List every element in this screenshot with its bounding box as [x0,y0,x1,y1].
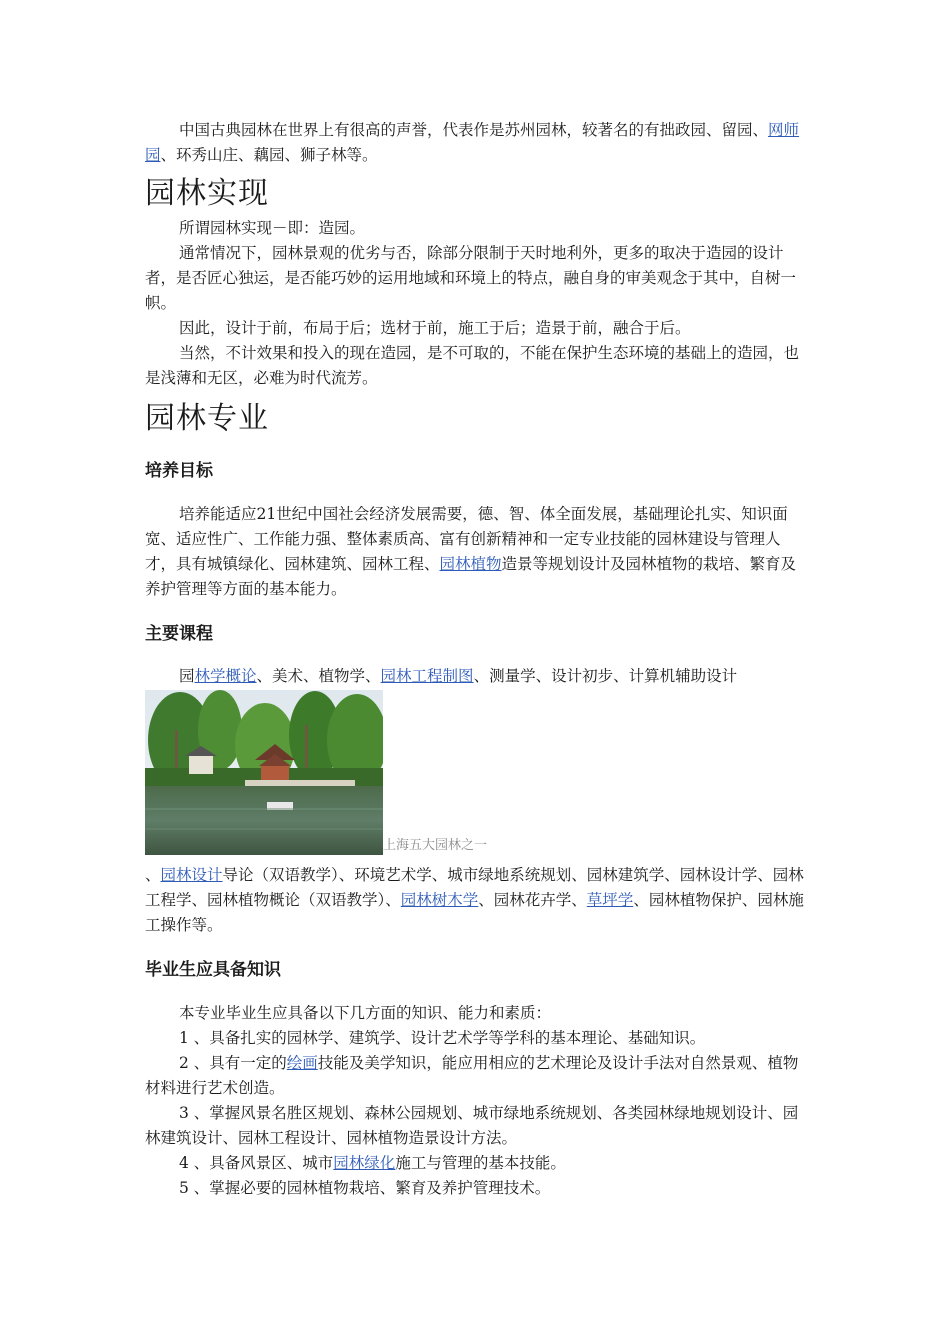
paragraph: 通常情况下，园林景观的优劣与否，除部分限制于天时地利外，更多的取决于造园的设计者，是否匠心独运，是否能巧妙的运用地域和环境上的特点，融自身的审美观念于其中，自树一帜。 [145,244,797,312]
courses-paragraph [145,664,809,689]
link-garden-design[interactable]: 园林设计 [160,866,223,884]
heading-main-courses: 主要课程 [145,624,213,644]
link-engineering-drawing[interactable]: 园林工程制图 [380,667,474,685]
intro-paragraph [145,118,809,168]
courses-text: 园 [179,667,195,685]
link-turf-science[interactable]: 草坪学 [586,891,634,909]
knowledge-text: 施工与管理的基本技能。 [395,1154,566,1172]
knowledge-item-3: 3 、掌握风景名胜区规划、森林公园规划、城市绿地系统规划、各类园林绿地规划设计、园林建筑设计、园林工程设计、园林植物造景设计方法。 [145,1104,799,1147]
goal-text-end: 造景等规划设计及园林植物的栽培、繁育及养护管理等方面的基本能力。 [145,555,797,598]
knowledge-intro: 本专业毕业生应具备以下几方面的知识、能力和素质： [179,1004,552,1022]
photo-caption: 上海五大园林之一 [383,838,488,853]
knowledge-text: 技能及美学知识，能应用相应的艺术理论及设计手法对自然景观、植物材料进行艺术创造。 [145,1054,799,1097]
paragraph: 当然，不计效果和投入的现在造园，是不可取的，不能在保护生态环境的基础上的造园，也是浅薄和无区，必难为时代流芳。 [145,344,800,387]
link-wangshiyuan[interactable]: 网师园 [145,121,800,164]
link-painting[interactable]: 绘画 [286,1054,318,1072]
knowledge-item-4 [145,1151,809,1176]
heading-training-goal: 培养目标 [145,461,213,481]
goal-text: 培养能适应21世纪中国社会经济发展需要，德、智、体全面发展，基础理论扎实、知识面宽、适应性广、工作能力强、整体素质高、富有创新精神和一定专业技能的园林建设与管理人才，具有城镇绿化、园林建筑、园林工程、 [145,505,788,573]
link-garden-greening[interactable]: 园林绿化 [333,1154,396,1172]
knowledge-text: 4 、具备风景区、城市 [179,1154,334,1172]
heading-garden-realization: 园林实现 [145,176,269,211]
figure [145,690,809,855]
garden-pavilion-photo[interactable] [145,690,383,855]
courses-text: 、园林植物保护、园林施工操作等。 [145,891,804,934]
heading-garden-major: 园林专业 [145,401,269,436]
link-garden-dendrology[interactable]: 园林树木学 [400,891,479,909]
document-body [145,118,809,1201]
courses-text: 导论（双语教学）、环境艺术学、城市绿地系统规划、园林建筑学、园林设计学、园林工程学、园林植物概论（双语教学）、 [145,866,804,909]
paragraph: 所谓园林实现－即：造园。 [179,219,366,237]
paragraph: 因此，设计于前，布局于后；选材于前，施工于后；造景于前，融合于后。 [179,319,691,337]
training-goal-paragraph [145,502,809,602]
knowledge-item-5: 5 、掌握必要的园林植物栽培、繁育及养护管理技术。 [179,1179,551,1197]
courses-text: 、美术、植物学、 [256,667,381,685]
link-forestry-intro[interactable]: 林学概论 [194,667,257,685]
intro-text: 中国古典园林在世界上有很高的声誉，代表作是苏州园林，较著名的有拙政园、留园、 [179,121,769,139]
knowledge-text: 2 、具有一定的 [179,1054,287,1072]
knowledge-item-2 [145,1051,809,1101]
heading-graduate-knowledge: 毕业生应具备知识 [145,960,281,980]
courses-text: 、 [145,866,161,884]
courses-text: 、园林花卉学、 [478,891,587,909]
courses-paragraph-cont [145,863,809,938]
link-garden-plants[interactable]: 园林植物 [439,555,502,573]
knowledge-item-1: 1 、具备扎实的园林学、建筑学、设计艺术学等学科的基本理论、基础知识。 [179,1029,706,1047]
intro-text-end: 、环秀山庄、藕园、狮子林等。 [160,146,378,164]
courses-text: 、测量学、设计初步、计算机辅助设计 [473,667,738,685]
